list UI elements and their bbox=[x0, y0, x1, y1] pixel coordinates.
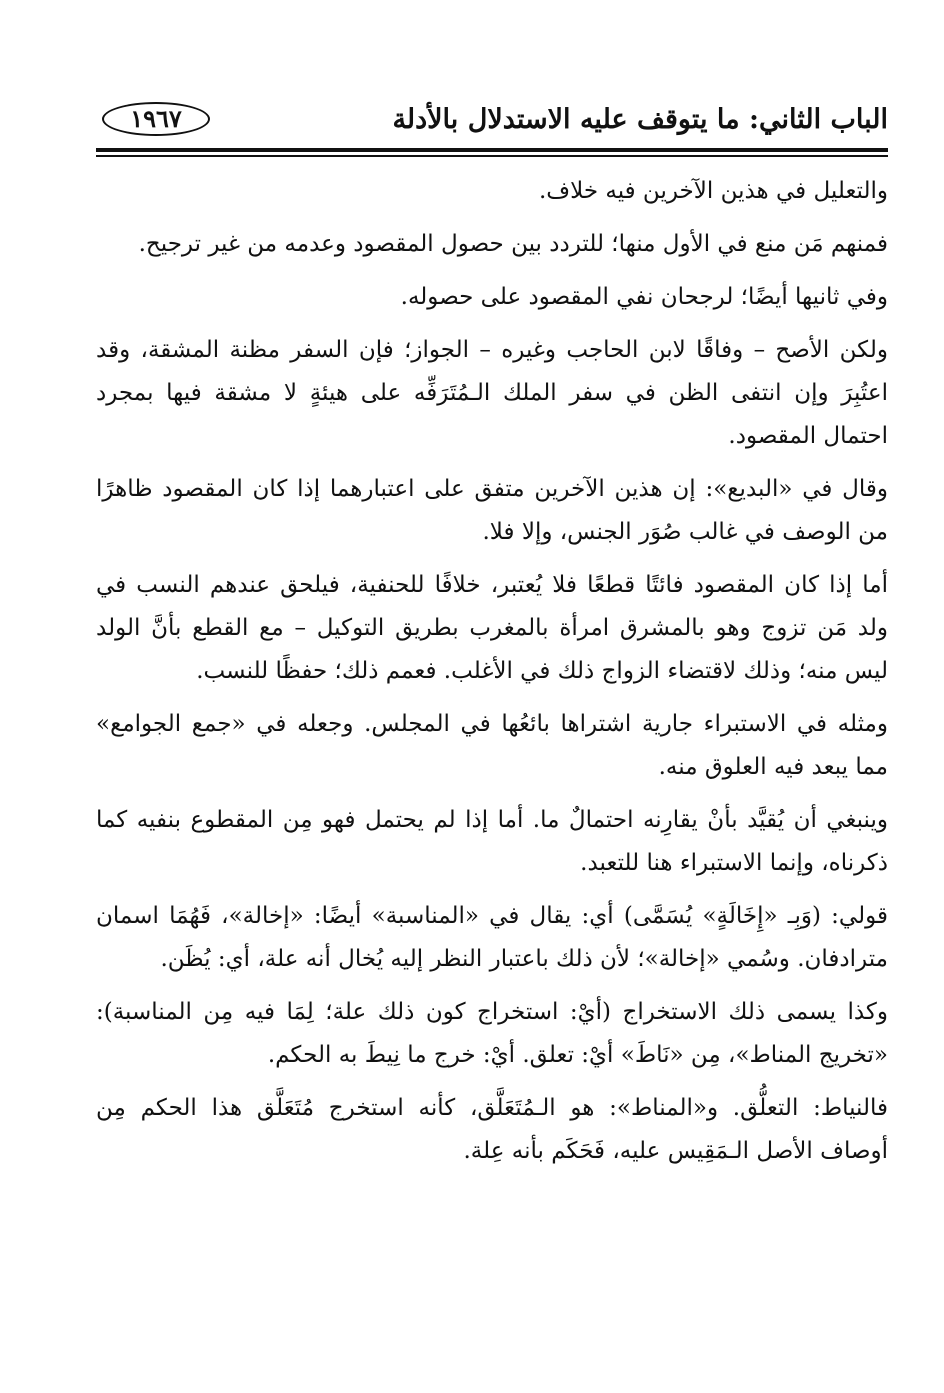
paragraph-9: قولي: (وَبِـ «إِخَالَةٍ» يُسَمَّى) أي: يقال في «المناسبة» أيضًا: «إخالة»، فَهُمَا اسمان مترادفان. وسُمي «إخالة»؛ لأن ذلك باعتبار النظر إليه يُخال أنه علة، أي: يُظَن. bbox=[96, 903, 888, 972]
paragraph-7: ومثله في الاستبراء جارية اشتراها بائعُها في المجلس. وجعله في «جمع الجوامع» مما يبعد فيه العلوق منه. bbox=[96, 711, 888, 780]
paragraph-4: ولكن الأصح – وفاقًا لابن الحاجب وغيره – الجواز؛ فإن السفر مظنة المشقة، وقد اعتُبِرَ وإن انتفى الظن في سفر الملك الـمُتَرَفِّه على هيئةٍ لا مشقة فيها بمجرد احتمال المقصود. bbox=[96, 337, 888, 449]
chapter-title: الباب الثاني: ما يتوقف عليه الاستدلال بالأدلة bbox=[392, 104, 888, 135]
paragraph-11: فالنياط: التعلُّق. و«المناط»: هو الـمُتَعَلَّق، كأنه استخرج مُتَعَلَّق هذا الحكم مِن أوصاف الأصل الـمَقِيس عليه، فَحَكَم بأنه عِلة. bbox=[96, 1095, 888, 1164]
paragraph-3: وفي ثانيها أيضًا؛ لرجحان نفي المقصود على حصوله. bbox=[400, 284, 888, 310]
header-rule-thick bbox=[96, 148, 888, 152]
paragraph-10: وكذا يسمى ذلك الاستخراج (أيْ: استخراج كون ذلك علة؛ لِمَا فيه مِن المناسبة): «تخريج المناط»، مِن «نَاطَ» أيْ: تعلق. أيْ: خرج ما نِيطَ به الحكم. bbox=[96, 999, 888, 1068]
paragraph-8: وينبغي أن يُقيَّد بأنْ يقارِنه احتمالٌ ما. أما إذا لم يحتمل فهو مِن المقطوع بنفيه كما ذكرناه، وإنما الاستبراء هنا للتعبد. bbox=[96, 807, 888, 876]
page-header bbox=[96, 98, 888, 142]
body-text bbox=[96, 170, 888, 1183]
page-number: ١٩٦٧ bbox=[102, 102, 210, 136]
header-rule-thin bbox=[96, 155, 888, 157]
paragraph-5: وقال في «البديع»: إن هذين الآخرين متفق على اعتبارهما إذا كان المقصود ظاهرًا من الوصف في غالب صُوَر الجنس، وإلا فلا. bbox=[96, 476, 888, 545]
paragraph-2: فمنهم مَن منع في الأول منها؛ للتردد بين حصول المقصود وعدمه من غير ترجيح. bbox=[138, 231, 888, 257]
paragraph-6: أما إذا كان المقصود فائتًا قطعًا فلا يُعتبر، خلافًا للحنفية، فيلحق عندهم النسب في ولد مَن تزوج وهو بالمشرق امرأة بالمغرب بطريق التوكيل – مع القطع بأنَّ الولد ليس منه؛ وذلك لاقتضاء الزواج ذلك في الأغلب. فعمم ذلك؛ حفظًا للنسب. bbox=[96, 572, 888, 684]
paragraph-1: والتعليل في هذين الآخرين فيه خلاف. bbox=[538, 178, 888, 204]
